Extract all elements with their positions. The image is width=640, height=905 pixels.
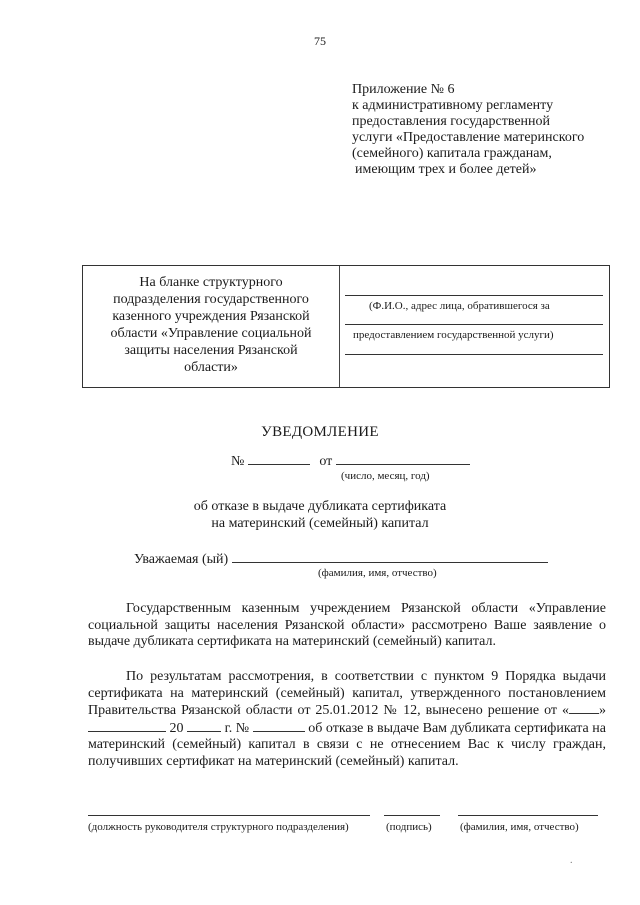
addressee-blank: [232, 550, 548, 563]
month-blank: [88, 720, 166, 732]
name-caption: (фамилия, имя, отчество): [460, 821, 579, 833]
greeting-label: Уважаемая (ый): [134, 552, 229, 567]
date-blank: [336, 452, 470, 465]
signature-caption: (подпись): [386, 821, 432, 833]
box-divider: [339, 266, 340, 387]
appendix-line: имеющим трех и более детей»: [355, 162, 537, 177]
document-title: УВЕДОМЛЕНИЕ: [261, 424, 379, 440]
letterhead-line: защиты населения Рязанской: [124, 343, 298, 358]
greeting-row: [134, 550, 548, 568]
subject-line: об отказе в выдаче дубликата сертификата: [193, 499, 447, 514]
recipient-line: [345, 324, 603, 325]
position-line: [88, 815, 370, 816]
recipient-line: [345, 295, 603, 296]
letterhead-line: подразделения государственного: [113, 292, 309, 307]
decision-number-blank: [253, 720, 305, 732]
position-caption: (должность руководителя структурного подразделения): [88, 821, 349, 833]
paragraph-decision: [88, 669, 606, 770]
appendix-line: к административному регламенту: [352, 98, 554, 113]
number-blank: [248, 452, 310, 465]
date-label: от: [319, 454, 333, 469]
appendix-line: Приложение № 6: [352, 82, 455, 97]
page-number: 75: [314, 34, 326, 48]
letterhead-line: области «Управление социальной: [110, 326, 312, 341]
name-line: [458, 815, 598, 816]
appendix-block: [352, 82, 602, 178]
appendix-line: предоставления государственной: [352, 114, 551, 129]
subject-line: на материнский (семейный) капитал: [211, 516, 429, 531]
decision-text: г. №: [224, 720, 250, 736]
day-blank: [569, 702, 599, 714]
signature-line: [384, 815, 440, 816]
decision-text: По результатам рассмотрения, в соответствии с пунктом 9 Порядка выдачи сертификата на материнский (семейный) капитал, утвержденного постановлением Правительства Рязанской области от 25.01.2012 № 12, вынесено решение от «: [88, 669, 606, 718]
recipient-caption: (Ф.И.О., адрес лица, обратившегося за: [369, 300, 550, 312]
letterhead-text: [83, 274, 339, 376]
decision-text: »: [599, 703, 606, 718]
letterhead-line: На бланке структурного: [139, 275, 283, 290]
appendix-line: (семейного) капитала гражданам,: [352, 146, 552, 161]
year-blank: [187, 720, 221, 732]
paragraph-review: Государственным казенным учреждением Рязанской области «Управление социальной защиты населения Рязанской области» рассмотрено Ваше заявление о выдаче дубликата сертификата на материнский (семейный) капитал.: [88, 601, 606, 649]
header-box: [82, 265, 610, 388]
decision-text: 20: [169, 720, 184, 736]
number-date-row: [231, 452, 470, 470]
decision-text: об отказе в выдаче Вам дубликата сертификата на материнский (семейный) капитал в связи с не отнесением Вас к числу граждан, получивших сертификат на материнский (семейный) капитал.: [88, 720, 607, 769]
letterhead-line: казенного учреждения Рязанской: [112, 309, 310, 324]
number-label: №: [231, 454, 245, 469]
letterhead-line: области»: [184, 360, 238, 375]
recipient-line: [345, 354, 603, 355]
recipient-caption: предоставлением государственной услуги): [353, 329, 554, 341]
addressee-caption: (фамилия, имя, отчество): [318, 567, 437, 579]
subject: [0, 498, 640, 532]
appendix-line: услуги «Предоставление материнского: [352, 130, 585, 145]
date-caption: (число, месяц, год): [341, 470, 430, 482]
corner-mark: .: [570, 855, 573, 866]
